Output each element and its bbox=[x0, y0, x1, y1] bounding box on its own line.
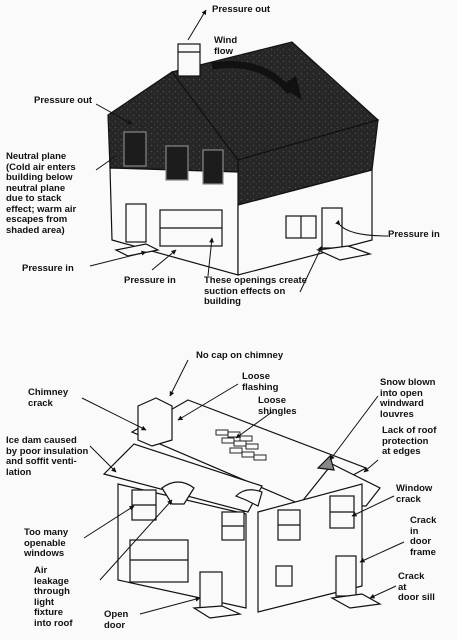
label-crack-door-frame: Crack in door frame bbox=[410, 515, 437, 558]
bottom-right-door bbox=[336, 556, 356, 596]
label-window-crack: Window crack bbox=[396, 483, 433, 505]
bottom-house bbox=[104, 395, 380, 618]
label-no-cap-chimney: No cap on chimney bbox=[196, 350, 284, 361]
label-lack-roof-protection: Lack of roof protection at edges bbox=[382, 425, 437, 457]
bottom-big-window bbox=[130, 540, 188, 582]
label-loose-flashing: Loose flashing bbox=[242, 371, 279, 393]
label-air-leakage: Air leakage through light fixture into roof bbox=[34, 565, 73, 629]
bottom-front-door bbox=[200, 572, 222, 608]
label-suction-openings: These openings create suction effects on building bbox=[204, 275, 307, 307]
label-pressure-in-right: Pressure in bbox=[388, 229, 440, 240]
top-chimney bbox=[178, 44, 200, 76]
label-pressure-out-left: Pressure out bbox=[34, 95, 93, 106]
label-chimney-crack: Chimney crack bbox=[28, 387, 69, 409]
label-snow-blown: Snow blown into open windward louvres bbox=[380, 377, 436, 420]
label-pressure-in-bottom: Pressure in bbox=[124, 275, 176, 286]
label-wind-flow: Wind flow bbox=[214, 35, 238, 57]
label-neutral-plane: Neutral plane (Cold air enters building below neutral plane due to stack effect; warm air escapes from shaded area) bbox=[6, 151, 77, 236]
label-too-many-windows: Too many openable windows bbox=[24, 527, 69, 559]
label-loose-shingles: Loose shingles bbox=[258, 395, 297, 417]
top-house bbox=[108, 42, 378, 275]
label-ice-dam: Ice dam caused by poor insulation and soffit venti- lation bbox=[6, 435, 89, 478]
label-crack-door-sill: Crack at door sill bbox=[398, 571, 435, 603]
bottom-chimney bbox=[138, 398, 172, 446]
label-open-door: Open door bbox=[104, 609, 129, 631]
label-pressure-out-top: Pressure out bbox=[212, 4, 271, 15]
label-pressure-in-left: Pressure in bbox=[22, 263, 74, 274]
